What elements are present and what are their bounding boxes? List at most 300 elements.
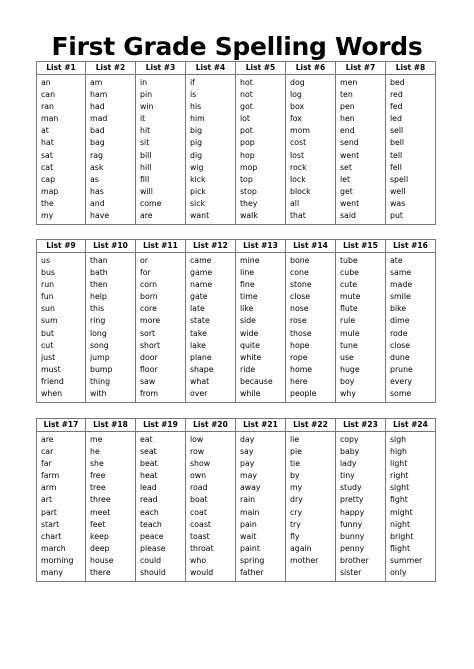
spelling-word: it (140, 114, 146, 124)
spelling-word: keep (90, 531, 109, 541)
spelling-word: saw (140, 376, 156, 386)
spelling-list-column (336, 418, 386, 582)
spelling-word: sun (41, 304, 55, 314)
spelling-word: boat (190, 495, 208, 505)
spelling-word: day (240, 435, 255, 444)
spelling-word: more (140, 316, 161, 326)
list-header: List #16 (386, 239, 435, 253)
spelling-word: car (41, 447, 54, 457)
spelling-word: ring (90, 316, 106, 326)
spelling-word: ask (90, 162, 104, 172)
spelling-word: run (41, 280, 55, 290)
spelling-word: wig (190, 162, 204, 172)
spelling-word: like (240, 304, 254, 314)
spelling-word: pain (240, 519, 257, 529)
spelling-word: get (340, 186, 353, 196)
spelling-word: sum (41, 316, 58, 326)
spelling-word: she (90, 459, 104, 469)
spelling-word: mute (340, 292, 361, 302)
spelling-word: father (240, 568, 264, 578)
spelling-word: heat (140, 471, 158, 481)
list-header: List #4 (186, 61, 235, 75)
spelling-word: here (290, 376, 308, 386)
spelling-word: home (290, 364, 313, 374)
word-list (236, 432, 285, 582)
spelling-word: might (390, 507, 413, 517)
spelling-list-column (136, 61, 186, 225)
list-header: List #9 (37, 239, 85, 253)
spelling-word: am (90, 78, 103, 87)
spelling-word: pot (240, 126, 253, 136)
spelling-word: us (41, 256, 51, 265)
spelling-word: rock (290, 162, 307, 172)
spelling-word: why (340, 389, 356, 399)
spelling-word: the (41, 198, 54, 208)
spelling-word: flight (390, 543, 411, 553)
spelling-word: will (140, 186, 153, 196)
spelling-word: thing (90, 376, 111, 386)
spelling-word: lie (290, 435, 300, 444)
spelling-word: fun (41, 292, 54, 302)
spelling-word: sight (390, 483, 410, 493)
spelling-word: fine (240, 280, 255, 290)
spelling-word: in (140, 78, 148, 87)
spelling-word: rode (390, 328, 408, 338)
spelling-word: all (290, 198, 300, 208)
word-list (86, 75, 135, 225)
spelling-word: are (41, 435, 54, 444)
spelling-word: coast (190, 519, 211, 529)
spelling-word: than (90, 256, 108, 265)
spelling-word: lady (340, 459, 357, 469)
spelling-list-column (286, 418, 336, 582)
spelling-word: can (41, 90, 56, 100)
spelling-word: read (140, 495, 158, 505)
spelling-word: cone (290, 268, 309, 278)
spelling-word: are (140, 211, 153, 221)
spelling-word: funny (340, 519, 363, 529)
spelling-word: went (340, 198, 360, 208)
spelling-word: fed (390, 102, 403, 112)
spelling-word: cost (290, 138, 307, 148)
word-table-1 (36, 61, 436, 225)
spelling-word: own (190, 471, 207, 481)
spelling-word: say (240, 447, 254, 457)
spelling-word: bell (390, 138, 405, 148)
word-list (136, 253, 185, 403)
spelling-word: happy (340, 507, 365, 517)
spelling-word: come (140, 198, 162, 208)
spelling-word: bone (290, 256, 310, 265)
list-header: List #8 (386, 61, 435, 75)
spelling-word: lock (290, 174, 306, 184)
spelling-word: hope (290, 340, 310, 350)
spelling-word: they (240, 198, 258, 208)
word-list (336, 432, 385, 582)
word-list (386, 75, 435, 225)
spelling-word: dog (290, 78, 305, 87)
spelling-word: line (240, 268, 255, 278)
spelling-word: log (290, 90, 302, 100)
spelling-word: stop (240, 186, 257, 196)
spelling-word: sell (390, 126, 404, 136)
spelling-word: bunny (340, 531, 365, 541)
spelling-list-column (86, 239, 136, 403)
list-header: List #2 (86, 61, 135, 75)
spelling-word: lake (190, 340, 206, 350)
spelling-word: teach (140, 519, 162, 529)
spelling-word: send (340, 138, 359, 148)
spelling-word: dig (190, 150, 203, 160)
word-list (186, 75, 235, 225)
list-header: List #6 (286, 61, 335, 75)
spelling-list-column (186, 239, 236, 403)
list-header: List #19 (136, 418, 185, 432)
spelling-word: show (190, 459, 211, 469)
spelling-word: tune (340, 340, 358, 350)
spelling-word: cute (340, 280, 358, 290)
word-list (336, 75, 385, 225)
spelling-word: just (41, 352, 56, 362)
spelling-word: could (140, 555, 162, 565)
spelling-word: as (90, 174, 99, 184)
spelling-word: core (140, 304, 157, 314)
spelling-word: side (240, 316, 256, 326)
spelling-word: when (41, 389, 63, 399)
spelling-word: every (390, 376, 413, 386)
spelling-word: while (240, 389, 261, 399)
spelling-word: ran (41, 102, 54, 112)
spelling-word: hill (140, 162, 152, 172)
spelling-word: me (90, 435, 103, 444)
spelling-word: main (240, 507, 260, 517)
spelling-word: led (390, 114, 402, 124)
list-header: List #1 (37, 61, 85, 75)
spelling-word: away (240, 483, 261, 493)
spelling-word: house (90, 555, 114, 565)
page-title: First Grade Spelling Words (51, 32, 423, 61)
spelling-word: bright (390, 531, 414, 541)
spelling-word: those (290, 328, 312, 338)
spelling-word: sick (190, 198, 206, 208)
list-header: List #23 (336, 418, 385, 432)
spelling-word: right (390, 471, 409, 481)
spelling-word: cut (41, 340, 54, 350)
word-list (286, 253, 335, 403)
spelling-word: at (41, 126, 49, 136)
spelling-word: toast (190, 531, 210, 541)
spelling-word: dime (390, 316, 410, 326)
spelling-word: many (41, 568, 63, 578)
spelling-word: cap (41, 174, 56, 184)
spelling-word: my (41, 211, 54, 221)
spelling-word: bed (390, 78, 405, 87)
spelling-word: bad (90, 126, 105, 136)
spelling-word: had (90, 102, 105, 112)
spelling-word: mom (290, 126, 310, 136)
spelling-word: rose (290, 316, 307, 326)
spelling-word: close (290, 292, 311, 302)
spelling-word: please (140, 543, 166, 553)
spelling-word: feet (90, 519, 106, 529)
word-list (86, 253, 135, 403)
spelling-word: beat (140, 459, 158, 469)
word-table-3 (36, 418, 436, 582)
spelling-list-column (136, 239, 186, 403)
spelling-word: if (190, 78, 195, 87)
spelling-word: was (390, 198, 406, 208)
word-list (86, 432, 135, 582)
spelling-word: with (90, 389, 107, 399)
spelling-list-column (36, 418, 86, 582)
list-header: List #24 (386, 418, 435, 432)
spelling-list-column (386, 61, 436, 225)
spelling-word: box (290, 102, 305, 112)
spelling-word: spring (240, 555, 265, 565)
list-header: List #15 (336, 239, 385, 253)
spelling-word: lot (240, 114, 250, 124)
spelling-word: lost (290, 150, 305, 160)
word-list (37, 432, 85, 582)
spelling-word: sigh (390, 435, 407, 444)
word-list (286, 75, 335, 225)
spelling-word: fell (390, 162, 402, 172)
spelling-word: gate (190, 292, 208, 302)
spelling-word: what (190, 376, 210, 386)
spelling-word: rag (90, 150, 103, 160)
spelling-word: end (340, 126, 355, 136)
spelling-word: men (340, 78, 358, 87)
spelling-word: should (140, 568, 166, 578)
spelling-word: then (90, 280, 108, 290)
spelling-word: chart (41, 531, 62, 541)
list-header: List #13 (236, 239, 285, 253)
spelling-word: part (41, 507, 57, 517)
spelling-word: there (90, 568, 111, 578)
spelling-word: peace (140, 531, 164, 541)
spelling-list-column (186, 418, 236, 582)
spelling-word: put (390, 211, 403, 221)
spelling-word: tree (90, 483, 106, 493)
spelling-list-column (286, 239, 336, 403)
spelling-word: again (290, 543, 312, 553)
spelling-word: study (340, 483, 362, 493)
spelling-word: march (41, 543, 66, 553)
spelling-word: paint (240, 543, 260, 553)
word-list (136, 75, 185, 225)
spelling-word: walk (240, 211, 258, 221)
spelling-word: close (390, 340, 411, 350)
spelling-word: song (90, 340, 109, 350)
spelling-word: pop (240, 138, 255, 148)
word-table-2 (36, 239, 436, 403)
word-list (236, 75, 285, 225)
spelling-word: morning (41, 555, 74, 565)
spelling-word: him (190, 114, 205, 124)
spelling-list-column (236, 61, 286, 225)
list-header: List #10 (86, 239, 135, 253)
spelling-word: wide (240, 328, 259, 338)
spelling-word: cube (340, 268, 359, 278)
spelling-word: floor (140, 364, 158, 374)
spelling-list-column (386, 239, 436, 403)
list-header: List #7 (336, 61, 385, 75)
spelling-word: hot (240, 78, 253, 87)
spelling-word: jump (90, 352, 110, 362)
spelling-list-column (136, 418, 186, 582)
spelling-word: plane (190, 352, 212, 362)
list-header: List #21 (236, 418, 285, 432)
list-header: List #14 (286, 239, 335, 253)
spelling-word: smile (390, 292, 411, 302)
spelling-word: friend (41, 376, 64, 386)
spelling-word: throat (190, 543, 214, 553)
spelling-word: an (41, 78, 51, 87)
spelling-word: same (390, 268, 412, 278)
spelling-list-column (286, 61, 336, 225)
spelling-word: he (90, 447, 100, 457)
spelling-word: take (190, 328, 207, 338)
spelling-word: short (140, 340, 161, 350)
spelling-word: some (390, 389, 412, 399)
spelling-word: late (190, 304, 205, 314)
spelling-word: dune (390, 352, 410, 362)
spelling-word: that (290, 211, 306, 221)
spelling-word: stone (290, 280, 312, 290)
spelling-word: pick (190, 186, 206, 196)
spelling-word: from (140, 389, 159, 399)
spelling-word: fly (290, 531, 300, 541)
spelling-word: only (390, 568, 407, 578)
spelling-word: want (190, 211, 210, 221)
word-list (37, 253, 85, 403)
spelling-list-column (36, 239, 86, 403)
spelling-word: spell (390, 174, 409, 184)
spelling-word: pin (140, 90, 153, 100)
spelling-word: art (41, 495, 53, 505)
word-list (386, 432, 435, 582)
spelling-word: rain (240, 495, 256, 505)
spelling-word: meet (90, 507, 111, 517)
spelling-word: light (390, 459, 408, 469)
spelling-word: hit (140, 126, 151, 136)
spelling-word: top (240, 174, 253, 184)
spelling-word: not (240, 90, 253, 100)
spelling-word: white (240, 352, 262, 362)
spelling-list-column (86, 61, 136, 225)
spelling-word: said (340, 211, 356, 221)
spelling-word: each (140, 507, 159, 517)
spelling-word: flute (340, 304, 358, 314)
spelling-word: pretty (340, 495, 364, 505)
spelling-word: mother (290, 555, 319, 565)
list-header: List #20 (186, 418, 235, 432)
word-list (186, 253, 235, 403)
spelling-word: sat (41, 150, 53, 160)
spelling-word: people (290, 389, 317, 399)
spelling-word: may (240, 471, 257, 481)
spelling-word: bump (90, 364, 113, 374)
spelling-word: huge (340, 364, 360, 374)
spelling-word: bill (140, 150, 152, 160)
spelling-word: over (190, 389, 208, 399)
spelling-word: tell (390, 150, 403, 160)
spelling-word: have (90, 211, 110, 221)
spelling-word: would (190, 568, 214, 578)
spelling-word: state (190, 316, 210, 326)
spelling-word: born (140, 292, 158, 302)
spelling-word: ride (240, 364, 256, 374)
spelling-word: bike (390, 304, 407, 314)
list-header: List #18 (86, 418, 135, 432)
spelling-word: cat (41, 162, 54, 172)
list-header: List #22 (286, 418, 335, 432)
spelling-word: and (90, 198, 105, 208)
spelling-word: boy (340, 376, 355, 386)
spelling-word: seat (140, 447, 157, 457)
spelling-word: game (190, 268, 213, 278)
spelling-word: ham (90, 90, 108, 100)
spelling-word: who (190, 555, 207, 565)
spelling-word: pen (340, 102, 355, 112)
spelling-word: bus (41, 268, 55, 278)
spelling-word: bag (90, 138, 105, 148)
spelling-word: door (140, 352, 158, 362)
spelling-word: made (390, 280, 413, 290)
spelling-word: or (140, 256, 148, 265)
spelling-word: has (90, 186, 104, 196)
spelling-word: hop (240, 150, 255, 160)
spelling-word: coat (190, 507, 207, 517)
spelling-word: help (90, 292, 107, 302)
spelling-word: is (190, 90, 197, 100)
spelling-word: tie (290, 459, 301, 469)
spelling-word: low (190, 435, 204, 444)
spelling-word: time (240, 292, 258, 302)
spelling-word: sit (140, 138, 150, 148)
spelling-word: well (390, 186, 406, 196)
spelling-word: bath (90, 268, 108, 278)
spelling-word: use (340, 352, 354, 362)
spelling-list-column (236, 239, 286, 403)
spelling-word: high (390, 447, 407, 457)
word-list (336, 253, 385, 403)
spelling-word: got (240, 102, 253, 112)
spelling-word: win (140, 102, 154, 112)
spelling-word: fox (290, 114, 302, 124)
spelling-word: fill (140, 174, 150, 184)
spelling-word: quite (240, 340, 260, 350)
spelling-word: let (340, 174, 351, 184)
spelling-word: set (340, 162, 352, 172)
spelling-word: three (90, 495, 111, 505)
spelling-word: prune (390, 364, 413, 374)
spelling-word: wait (240, 531, 257, 541)
spelling-word: pig (190, 138, 203, 148)
spelling-list-column (36, 61, 86, 225)
spelling-word: his (190, 102, 202, 112)
spelling-word: because (240, 376, 273, 386)
spelling-list-column (186, 61, 236, 225)
list-header: List #12 (186, 239, 235, 253)
spelling-list-column (386, 418, 436, 582)
spelling-word: eat (140, 435, 153, 444)
spelling-word: ate (390, 256, 403, 265)
spelling-word: pie (290, 447, 302, 457)
spelling-word: mad (90, 114, 108, 124)
list-header: List #5 (236, 61, 285, 75)
spelling-word: tube (340, 256, 358, 265)
